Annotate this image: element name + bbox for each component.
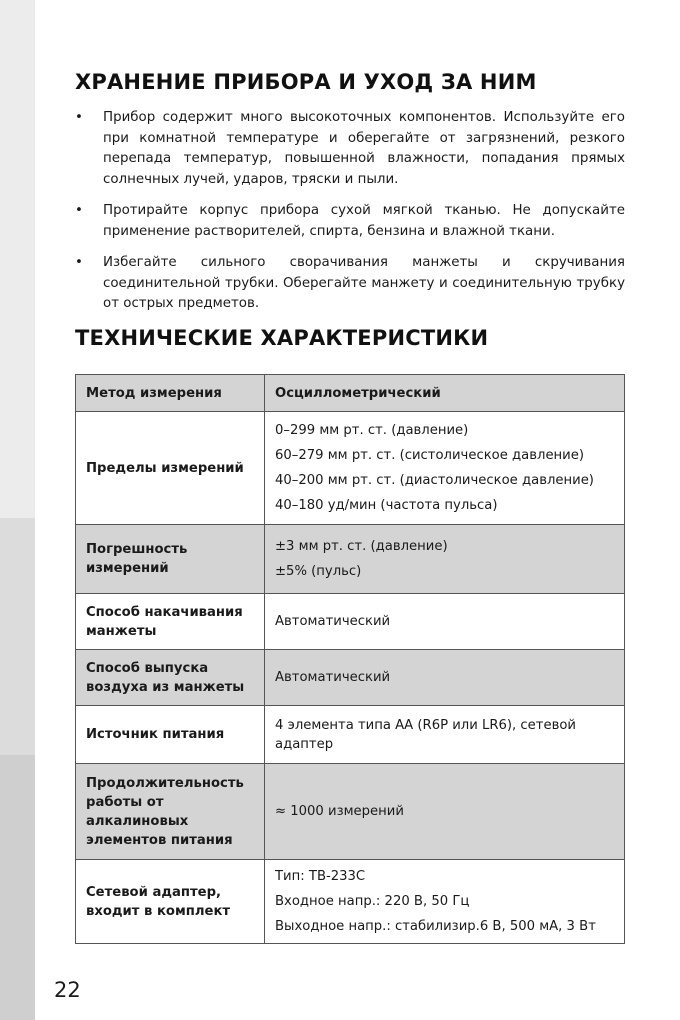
- spec-value-line: ±5% (пульс): [275, 564, 362, 579]
- spec-value-line: Тип: TB-233C: [275, 869, 366, 884]
- spec-value: [265, 412, 625, 525]
- table-row: [76, 375, 625, 412]
- spec-key: Источник питания: [76, 706, 265, 764]
- table-row: [76, 706, 625, 764]
- list-item-text: Прибор содержит много высокоточных компонентов. Используйте его при комнатной температуре и оберегайте от загрязнений, резкого перепада температур, повышенной влажности, попадания прямых солнечных лучей, ударов, тряски и пыли.: [103, 110, 625, 187]
- section-title-care: ХРАНЕНИЕ ПРИБОРА И УХОД ЗА НИМ: [75, 70, 537, 94]
- spec-key: Сетевой адаптер, входит в комплект: [76, 860, 265, 944]
- spec-value-line: Автоматический: [275, 614, 391, 629]
- spec-key: Метод измерения: [76, 375, 265, 412]
- list-item-text: Избегайте сильного сворачивания манжеты и скручивания соединительной трубки. Оберегайте манжету и соединительную трубку от острых предметов.: [103, 255, 625, 311]
- table-row: [76, 412, 625, 525]
- bullet-icon: •: [75, 203, 83, 218]
- table-row: [76, 525, 625, 594]
- spec-value-line: Входное напр.: 220 В, 50 Гц: [275, 894, 470, 909]
- spec-value-line: Выходное напр.: стабилизир.6 В, 500 мА, 3 Вт: [275, 919, 596, 934]
- table-row: [76, 860, 625, 944]
- spec-value-line: 0–299 мм рт. ст. (давление): [275, 423, 469, 438]
- bullet-icon: •: [75, 255, 83, 270]
- spec-key: Пределы измерений: [76, 412, 265, 525]
- spec-value-line: Осциллометрический: [275, 385, 441, 401]
- list-item: [75, 201, 625, 242]
- spec-value-line: 40–180 уд/мин (частота пульса): [275, 498, 498, 513]
- spec-value-line: 40–200 мм рт. ст. (диастолическое давление): [275, 473, 594, 488]
- page-number: 22: [54, 978, 81, 1002]
- table-row: [76, 764, 625, 860]
- page-edge-strip-low: [0, 755, 35, 1020]
- spec-value: [265, 860, 625, 944]
- spec-key: Продолжительность работы от алкалиновых элементов питания: [76, 764, 265, 860]
- spec-key: Способ выпуска воздуха из манжеты: [76, 650, 265, 706]
- page-edge-strip: [0, 0, 35, 1020]
- spec-value: [265, 594, 625, 650]
- spec-table: [75, 374, 625, 944]
- spec-value: [265, 375, 625, 412]
- spec-key: Погрешность измерений: [76, 525, 265, 594]
- list-item: [75, 108, 625, 190]
- spec-value: [265, 525, 625, 594]
- list-item-text: Протирайте корпус прибора сухой мягкой тканью. Не допускайте применение растворителей, спирта, бензина и влажной ткани.: [103, 203, 625, 239]
- care-bullet-list: [75, 108, 625, 326]
- spec-value: [265, 650, 625, 706]
- spec-value-line: Автоматический: [275, 670, 391, 685]
- bullet-icon: •: [75, 110, 83, 125]
- spec-value-line: 4 элемента типа АА (R6P или LR6), сетевой адаптер: [275, 717, 576, 752]
- spec-key: Способ накачивания манжеты: [76, 594, 265, 650]
- page-edge-strip-mid: [0, 518, 35, 755]
- spec-value-line: ±3 мм рт. ст. (давление): [275, 539, 448, 554]
- table-row: [76, 650, 625, 706]
- spec-value-line: ≈ 1000 измерений: [275, 804, 404, 819]
- table-row: [76, 594, 625, 650]
- section-title-specs: ТЕХНИЧЕСКИЕ ХАРАКТЕРИСТИКИ: [75, 326, 489, 350]
- spec-value: [265, 706, 625, 764]
- list-item: [75, 253, 625, 315]
- spec-value-line: 60–279 мм рт. ст. (систолическое давление): [275, 448, 585, 463]
- spec-value: [265, 764, 625, 860]
